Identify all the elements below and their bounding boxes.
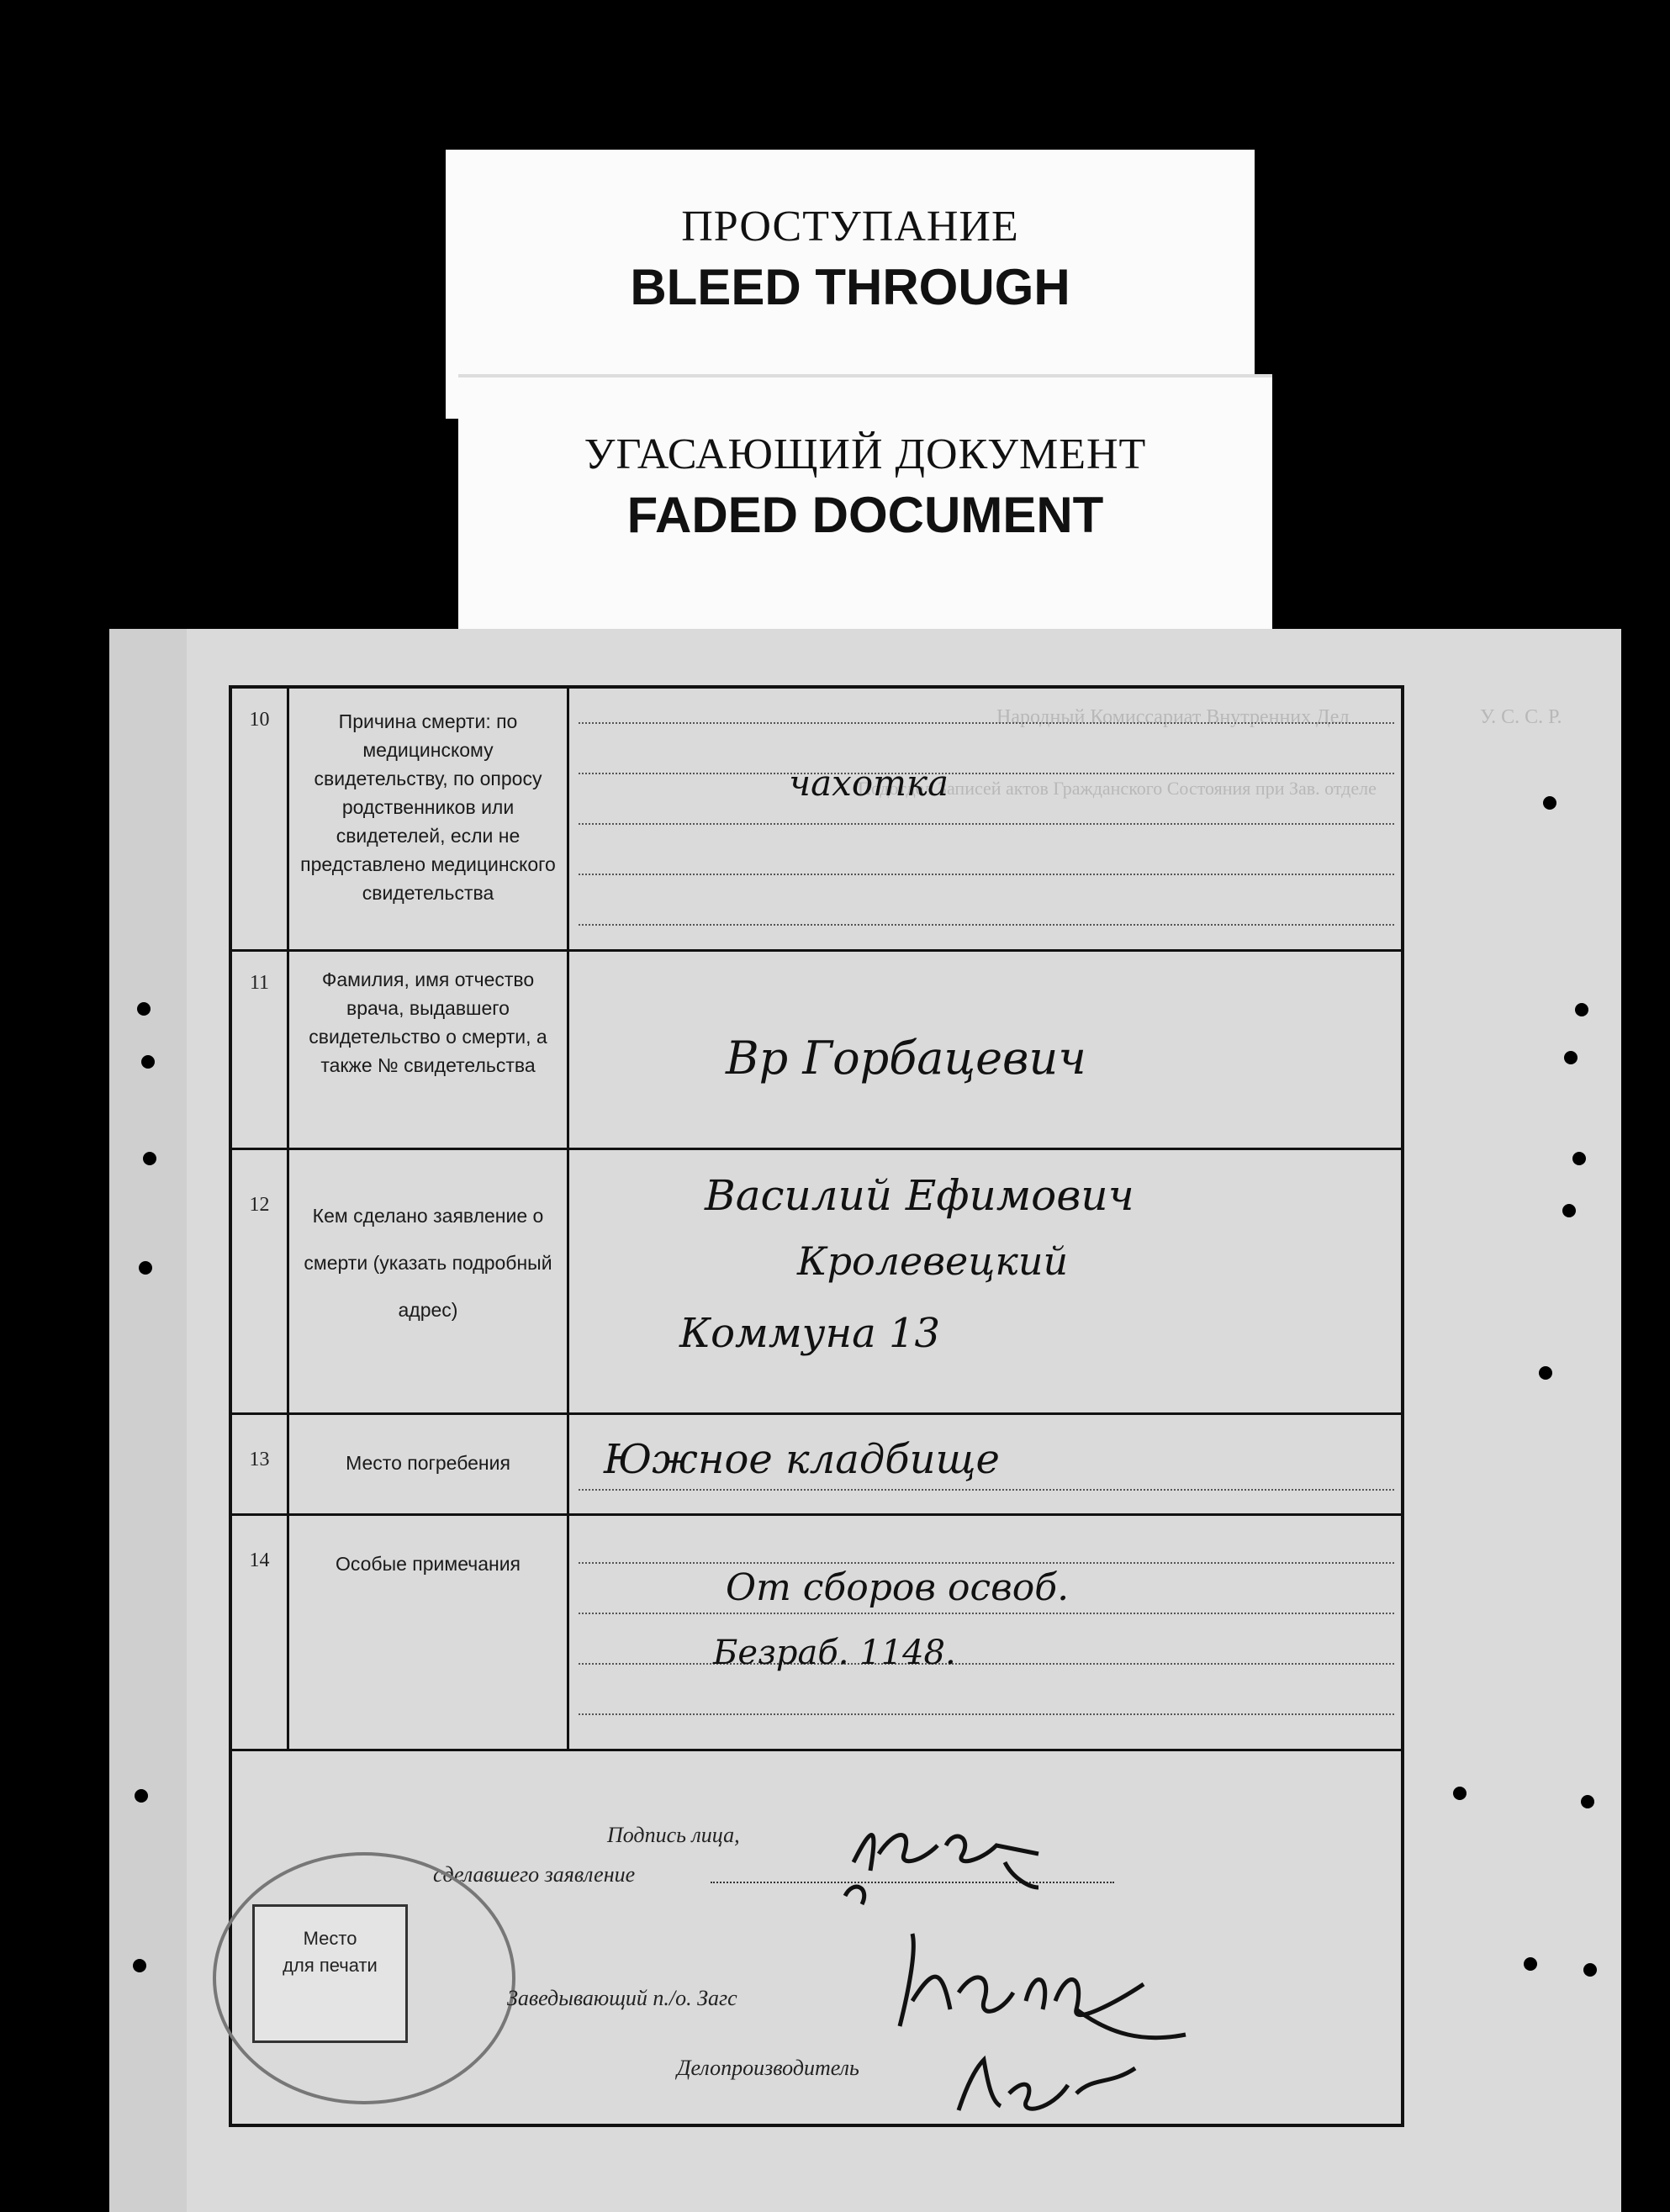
sheet-left-margin [109,629,187,2212]
bleed-text-office: Подотдел Записей актов Гражданского Состояния при Зав. отделе [858,778,1377,799]
declarant-label-line1: Подпись лица, [607,1823,740,1847]
punch-hole [1564,1051,1578,1064]
punch-hole [1453,1787,1467,1800]
handwritten-entry: чахотка [789,763,949,804]
bleed-text-prefix: У. С. С. Р. [1480,706,1562,728]
row-number: 14 [232,1516,289,1749]
row-number: 12 [232,1150,289,1412]
row-label: Причина смерти: по медицинскому свидетельству, по опросу родственников или свидетелей, если не представлено медицинского свидетельства [289,689,569,949]
row-label: Кем сделано заявление о смерти (указать подробный адрес) [289,1150,569,1412]
punch-hole [137,1002,151,1016]
bleed-text-top: Народный Комиссариат Внутренних Дел [996,706,1350,728]
handwritten-entry: От сборов освоб. [726,1566,1070,1609]
row-number: 11 [232,952,289,1148]
handwritten-entry: Южное кладбище [604,1436,1000,1483]
row-label: Фамилия, имя отчество врача, выдавшего свидетельство о смерти, а также № свидетельства [289,952,569,1148]
entry-area [579,689,1394,949]
notice-en-text: FADED DOCUMENT [626,487,1104,543]
entry-area [579,1150,1394,1412]
row-doctor [232,952,1401,1150]
handwritten-entry: Безраб. 1148. [713,1634,956,1672]
stamp-label-line1: Место [303,1928,357,1949]
faded-document-notice [458,374,1272,630]
row-declarant [232,1150,1401,1415]
notice-en-text: BLEED THROUGH [630,259,1070,315]
punch-hole [141,1055,155,1069]
head-signature [866,1917,1219,2051]
punch-hole [133,1959,146,1972]
notice-ru-text: УГАСАЮЩИЙ ДОКУМЕНТ [584,430,1147,478]
entry-area [579,1415,1394,1513]
punch-hole [1581,1795,1594,1808]
row-number: 13 [232,1415,289,1513]
punch-hole [1575,1003,1588,1016]
entry-area [579,952,1394,1148]
handwritten-entry: Коммуна 13 [679,1310,941,1357]
handwritten-entry: Вр Горбацевич [726,1032,1086,1085]
handwritten-entry: Василий Ефимович [705,1171,1134,1220]
punch-hole [139,1261,152,1275]
stamp-area [252,1904,408,2043]
handwritten-entry: Кролевецкий [797,1238,1069,1284]
row-number: 10 [232,689,289,949]
punch-hole [1539,1366,1552,1380]
punch-hole [1524,1957,1537,1971]
punch-hole [1583,1963,1597,1977]
notice-ru-text: ПРОСТУПАНИЕ [681,203,1019,251]
row-label: Особые примечания [289,1516,569,1749]
punch-hole [143,1152,156,1165]
punch-hole [1562,1204,1576,1217]
row-burial-place [232,1415,1401,1516]
stamp-label-line2: для печати [283,1955,378,1976]
entry-area [579,1516,1394,1749]
row-cause-of-death [232,689,1401,952]
head-label: Заведывающий п./о. Загс [507,1986,737,2010]
clerk-label: Делопроизводитель [677,2056,859,2080]
row-label: Место погребения [289,1415,569,1513]
clerk-signature [942,2035,1160,2127]
punch-hole [135,1789,148,1803]
declarant-label-line2: сделавшего заявление [433,1862,636,1887]
row-notes [232,1516,1401,1751]
punch-hole [1572,1152,1586,1165]
punch-hole [1543,796,1556,810]
declarant-signature [820,1795,1123,1921]
